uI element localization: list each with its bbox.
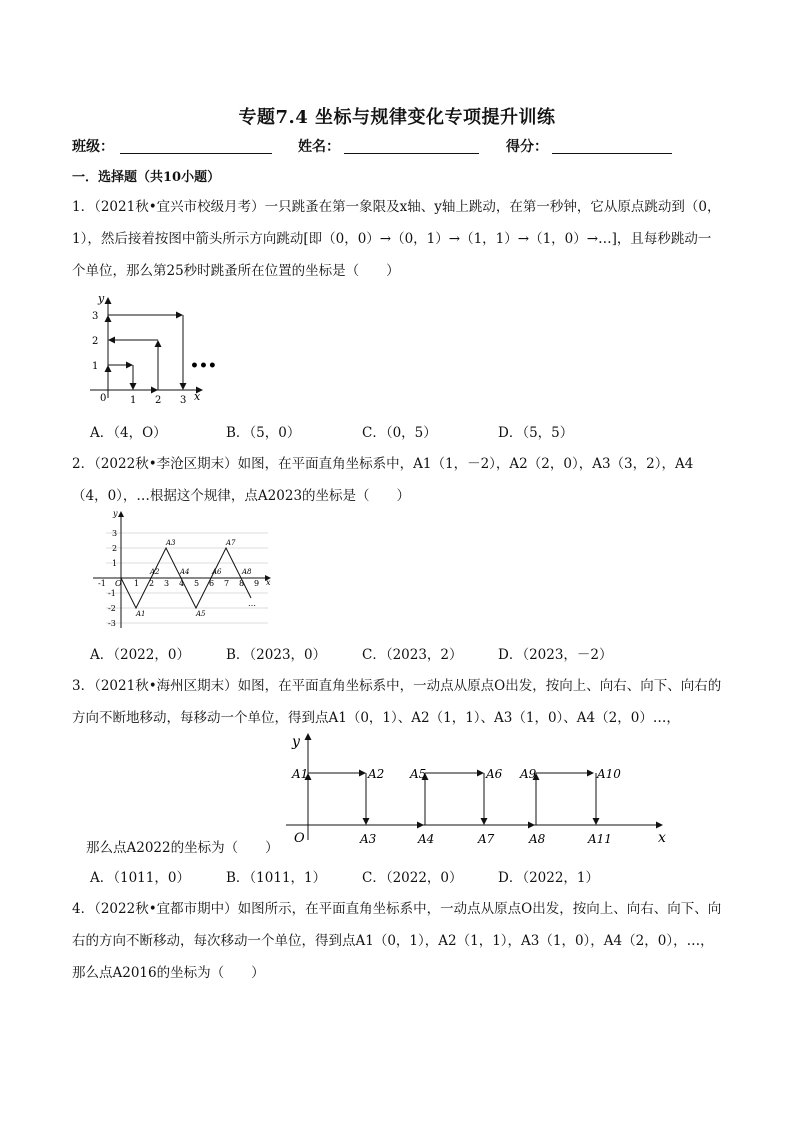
q2-tick-x8: 8 bbox=[239, 579, 245, 588]
q2-label-a7: A7 bbox=[226, 539, 236, 547]
page-title: 专题7.4 坐标与规律变化专项提升训练 bbox=[238, 107, 556, 128]
q2-x-label: x bbox=[266, 578, 271, 587]
q2-tick-ym3: -3 bbox=[108, 619, 116, 628]
q2-origin-label: O bbox=[115, 579, 122, 588]
class-label: 班级： bbox=[72, 139, 114, 155]
question-1-figure bbox=[82, 290, 222, 405]
q1-tick-y1: 1 bbox=[92, 361, 99, 372]
q2-label-a8: A8 bbox=[242, 568, 252, 576]
q3-label-a6: A6 bbox=[486, 767, 503, 781]
q3-label-a10: A10 bbox=[597, 767, 621, 781]
q3-point-labels bbox=[291, 767, 621, 846]
q2-label-a2: A2 bbox=[150, 568, 160, 576]
q3-option-c[interactable]: C．（2022，0） bbox=[362, 870, 463, 886]
q3-option-b[interactable]: B．（1011，1） bbox=[226, 870, 327, 886]
question-2-figure bbox=[88, 508, 278, 633]
score-blank[interactable] bbox=[552, 153, 672, 154]
q2-ellipsis: … bbox=[248, 599, 256, 608]
q3-y-label: y bbox=[292, 734, 300, 750]
q2-option-b[interactable]: B．（2023，0） bbox=[226, 647, 327, 663]
q2-tick-x3: 3 bbox=[164, 579, 170, 588]
q1-tick-y2: 2 bbox=[92, 336, 99, 347]
q1-tick-x2: 2 bbox=[155, 395, 162, 406]
q3-option-d[interactable]: D．（2022，1） bbox=[498, 870, 600, 886]
q3-label-a1: A1 bbox=[292, 767, 309, 781]
q2-y-label: y bbox=[113, 509, 118, 518]
q2-tick-ym2: -2 bbox=[108, 604, 116, 613]
q2-tick-x9: 9 bbox=[254, 579, 260, 588]
q2-tick-y2: 2 bbox=[112, 544, 118, 553]
q2-label-a6: A6 bbox=[212, 568, 222, 576]
q3-label-a2: A2 bbox=[368, 767, 385, 781]
q2-tick-ym1: -1 bbox=[108, 589, 116, 598]
section-title: 一．选择题（共10小题） bbox=[72, 170, 221, 185]
q1-tick-x1: 1 bbox=[130, 395, 137, 406]
q2-tick-x5: 5 bbox=[194, 579, 200, 588]
q2-option-a[interactable]: A．（2022，0） bbox=[90, 647, 190, 663]
q2-tick-xm1: -1 bbox=[98, 579, 106, 588]
question-1-stem: 1．（2021秋•宜兴市校级月考）一只跳蚤在第一象限及x轴、y轴上跳动，在第一秒钟，它从原点跳动到（0，1），然后接着按图中箭头所示方向跳动[即（0，0）→（0，1）→（1，1）→（1，0）→…]，且每秒跳动一个单位，那么第25秒时跳蚤所在位置的坐标是（ ） bbox=[72, 199, 721, 279]
q3-origin-label: O bbox=[294, 831, 305, 846]
q3-label-a5: A5 bbox=[410, 767, 427, 781]
q3-label-a3: A3 bbox=[360, 832, 377, 846]
q2-tick-x6: 6 bbox=[209, 579, 215, 588]
q3-path bbox=[308, 773, 596, 825]
q2-tick-x7: 7 bbox=[224, 579, 230, 588]
q2-label-a5: A5 bbox=[196, 610, 206, 618]
student-info-row bbox=[72, 136, 722, 158]
q1-tick-y3: 3 bbox=[92, 311, 99, 322]
q3-x-label: x bbox=[658, 830, 666, 846]
question-3 bbox=[72, 670, 724, 734]
q1-y-label: y bbox=[98, 292, 105, 305]
question-3-stem2: 那么点A2022的坐标为（ ） bbox=[86, 840, 279, 856]
question-3-stem: 3．（2021秋•海州区期末）如图，在平面直角坐标系中，一动点从原点O出发，按向上、向右、向下、向右的方向不断地移动，每移动一个单位，得到点A1（0，1）、A2（1，1）、A3（1，0）、A4（2，0）…， bbox=[72, 678, 722, 726]
q3-label-a4: A4 bbox=[418, 832, 435, 846]
q2-option-d[interactable]: D．（2023，－2） bbox=[498, 647, 613, 663]
question-3-figure bbox=[286, 730, 676, 850]
q1-option-c[interactable]: C．（0，5） bbox=[362, 425, 437, 441]
question-3-stem-end bbox=[86, 832, 286, 864]
q1-option-a[interactable]: A．（4，O） bbox=[90, 425, 167, 441]
q3-label-a7: A7 bbox=[478, 832, 495, 846]
q2-tick-x2: 2 bbox=[149, 579, 155, 588]
q1-continuation-dots: ••• bbox=[190, 358, 217, 374]
q3-label-a11: A11 bbox=[588, 832, 612, 846]
q2-label-a3: A3 bbox=[166, 539, 176, 547]
name-label: 姓名： bbox=[298, 139, 340, 155]
q3-option-a[interactable]: A．（1011，0） bbox=[90, 870, 190, 886]
q2-tick-x1: 1 bbox=[134, 579, 140, 588]
class-blank[interactable] bbox=[120, 153, 272, 154]
q2-tick-y3: 3 bbox=[112, 529, 118, 538]
score-label: 得分： bbox=[506, 139, 548, 155]
q1-x-label: x bbox=[194, 390, 201, 403]
q1-jump-path bbox=[108, 315, 183, 390]
q1-origin-label: 0 bbox=[100, 393, 107, 404]
q1-option-d[interactable]: D．（5，5） bbox=[498, 425, 574, 441]
question-1 bbox=[72, 191, 724, 287]
q2-tick-x4: 4 bbox=[179, 579, 185, 588]
question-2 bbox=[72, 448, 724, 512]
question-2-stem: 2．（2022秋•李沧区期末）如图，在平面直角坐标系中，A1（1，－2），A2（2，0），A3（3，2），A4（4，0），…根据这个规律，点A2023的坐标是（ ） bbox=[72, 456, 694, 504]
q1-option-b[interactable]: B．（5，0） bbox=[226, 425, 301, 441]
question-4-stem: 4．（2022秋•宜都市期中）如图所示，在平面直角坐标系中，一动点从原点O出发，按向上、向右、向下、向右的方向不断移动，每次移动一个单位，得到点A1（0，1），A2（1，1），A3（1，0），A4（2，0），…，那么点A2016的坐标为（ ） bbox=[72, 901, 722, 981]
q2-option-c[interactable]: C．（2023，2） bbox=[362, 647, 463, 663]
q1-tick-x3: 3 bbox=[180, 395, 187, 406]
q2-label-a4: A4 bbox=[180, 568, 190, 576]
name-blank[interactable] bbox=[344, 153, 479, 154]
q3-label-a8: A8 bbox=[529, 832, 546, 846]
q2-label-a1: A1 bbox=[136, 610, 146, 618]
question-4 bbox=[72, 893, 724, 989]
q3-label-a9: A9 bbox=[520, 767, 537, 781]
q2-tick-y1: 1 bbox=[112, 559, 118, 568]
